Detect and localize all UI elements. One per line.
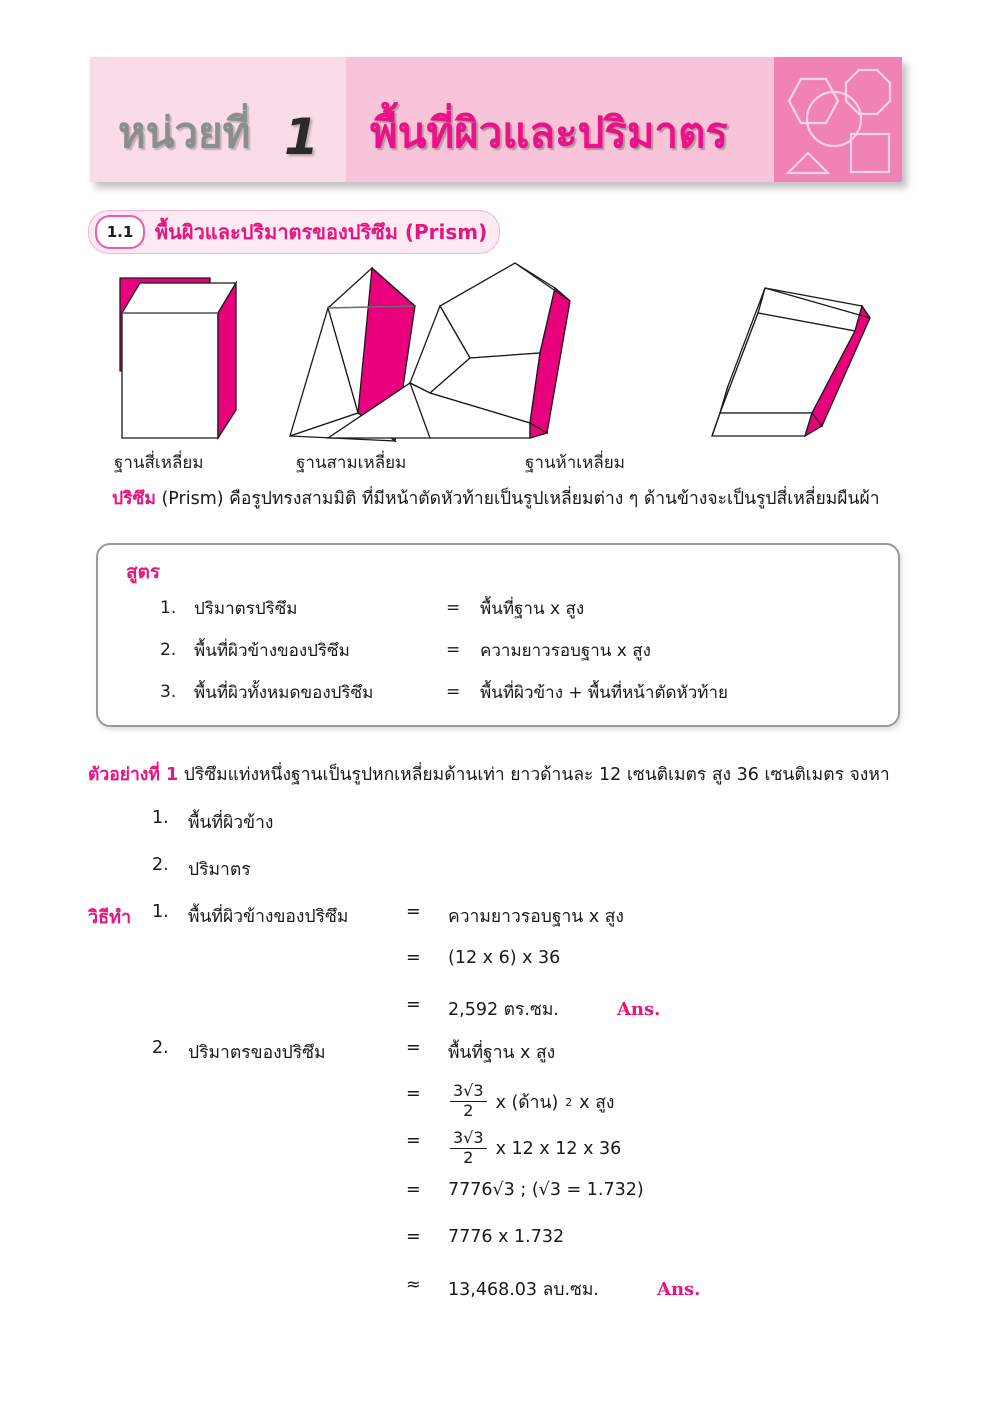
formula-number: 3.	[160, 682, 177, 702]
formula-tail-a: x (ด้าน)	[495, 1093, 559, 1114]
solution-label: วิธีทำ	[88, 907, 132, 928]
formula-equals: =	[446, 598, 461, 618]
prism-figures-svg	[100, 258, 900, 448]
solution-equals: =	[406, 1038, 421, 1058]
banner-mid-block	[346, 57, 774, 182]
example-item-text: พื้นที่ผิวข้าง	[188, 813, 274, 833]
prism-figures-group	[100, 258, 900, 448]
formula-lhs: พื้นที่ผิวข้างของปริซึม	[194, 640, 350, 661]
formula-number: 1.	[160, 598, 177, 618]
solution-step-row	[152, 902, 852, 930]
banner-decor-block	[774, 57, 902, 182]
solution-step-row	[152, 995, 852, 1023]
answer-marker: Ans.	[657, 1278, 701, 1300]
solution-result-value: 2,592 ตร.ซม.	[448, 1000, 559, 1020]
triangle-outline	[788, 153, 828, 173]
example-item-number: 1.	[152, 808, 169, 828]
page-title: พื้นที่ผิวและปริมาตร	[370, 108, 728, 157]
formula-equals: =	[446, 682, 461, 702]
square-outline	[851, 134, 889, 172]
example-item-number: 2.	[152, 855, 169, 875]
formula-equals: =	[446, 640, 461, 660]
solution-lhs: ปริมาตรของปริซึม	[188, 1043, 326, 1063]
formula-row	[160, 595, 890, 621]
formula-box-title: สูตร	[126, 561, 161, 583]
figure-label-1: ฐานสามเหลี่ยม	[296, 453, 407, 473]
answer-marker: Ans.	[616, 998, 661, 1020]
example-label: ตัวอย่างที่ 1	[88, 765, 179, 785]
formula-number: 2.	[160, 640, 177, 660]
section-header-1-1[interactable]	[88, 210, 500, 254]
solution-step-row	[152, 1081, 852, 1121]
formula-lhs: พื้นที่ผิวทั้งหมดของปริซึม	[194, 682, 374, 703]
solution-equals: ≈	[406, 1275, 421, 1295]
example-heading	[88, 760, 890, 788]
solution-rhs	[448, 1081, 852, 1121]
solution-rhs	[448, 1275, 852, 1303]
formula-rhs: พื้นที่ผิวข้าง + พื้นที่หน้าตัดหัวท้าย	[480, 682, 729, 703]
formula-lhs: ปริมาตรปริซึม	[194, 598, 298, 619]
formula-tail-b: x สูง	[579, 1093, 615, 1114]
formula-tail-a: x 12 x 12 x 36	[495, 1139, 622, 1160]
prism-definition-paragraph	[112, 487, 912, 512]
formula-rhs: พื้นที่ฐาน x สูง	[480, 598, 585, 619]
figure-rectangular-prism-tilted	[712, 288, 870, 436]
unit-header-banner	[90, 57, 902, 182]
section-number-badge: 1.1	[95, 215, 145, 249]
solution-step-row	[152, 948, 852, 968]
solution-equals: =	[406, 995, 421, 1015]
section-title: พื้นผิวและปริมาตรของปริซึม (Prism)	[155, 220, 488, 244]
example-statement: ปริซึมแท่งหนึ่งฐานเป็นรูปหกเหลี่ยมด้านเท่า ยาวด้านละ 12 เซนติเมตร สูง 36 เซนติเมตร จงหา	[183, 765, 890, 785]
figure-labels-row	[100, 449, 900, 475]
unit-label: หน่วยที่	[118, 108, 251, 157]
solution-step-row	[152, 1180, 852, 1200]
solution-rhs: (12 x 6) x 36	[448, 948, 561, 968]
circle-outline	[807, 92, 861, 146]
example-question-item	[152, 855, 251, 883]
definition-body: (Prism) คือรูปทรงสามมิติ ที่มีหน้าตัดหัวท้ายเป็นรูปเหลี่ยมต่าง ๆ ด้านข้างจะเป็นรูปสี่เหลี่ยมผืนผ้า	[155, 489, 880, 509]
solution-result-value: 13,468.03 ลบ.ซม.	[448, 1280, 599, 1300]
solution-rhs: พื้นที่ฐาน x สูง	[448, 1043, 556, 1063]
solution-equals: =	[406, 1131, 421, 1151]
solution-rhs	[448, 995, 852, 1023]
solution-lhs: พื้นที่ผิวข้างของปริซึม	[188, 907, 349, 927]
solution-rhs: 7776√3 ; (√3 = 1.732)	[448, 1180, 644, 1200]
solution-part-number: 1.	[152, 902, 169, 922]
solution-step-row	[152, 1275, 852, 1303]
fraction-numerator: 3√3	[450, 1130, 487, 1149]
unit-number: 1	[284, 108, 319, 166]
solution-part-number: 2.	[152, 1038, 169, 1058]
formula-row	[160, 637, 890, 663]
solution-rhs	[448, 1128, 852, 1168]
solution-equals: =	[406, 1084, 421, 1104]
banner-left-block	[90, 57, 346, 182]
fraction-numerator: 3√3	[450, 1083, 487, 1102]
decor-shapes-group	[774, 57, 902, 182]
octagon-outline	[846, 70, 890, 114]
formula-rhs: ความยาวรอบฐาน x สูง	[480, 640, 651, 661]
solution-equals: =	[406, 1227, 421, 1247]
exponent: 2	[565, 1095, 573, 1109]
figure-label-0: ฐานสี่เหลี่ยม	[114, 453, 204, 473]
solution-equals: =	[406, 902, 421, 922]
solution-equals: =	[406, 1180, 421, 1200]
fraction-3root3-over-2	[450, 1130, 487, 1167]
formula-box	[96, 543, 900, 727]
solution-rhs: ความยาวรอบฐาน x สูง	[448, 907, 624, 927]
solution-equals: =	[406, 948, 421, 968]
solution-rhs: 7776 x 1.732	[448, 1227, 565, 1247]
figure-label-2: ฐานห้าเหลี่ยม	[525, 453, 625, 473]
fraction-denominator: 2	[463, 1100, 474, 1120]
solution-step-row	[152, 1128, 852, 1168]
solution-step-row	[152, 1038, 852, 1066]
solution-step-row	[152, 1227, 852, 1247]
formula-row	[160, 679, 890, 705]
fraction-3root3-over-2	[450, 1083, 487, 1120]
definition-keyword: ปริซึม	[112, 489, 156, 509]
example-question-item	[152, 808, 273, 836]
fraction-denominator: 2	[463, 1147, 474, 1167]
example-item-text: ปริมาตร	[188, 860, 251, 880]
figure-rectangular-prism-vertical	[120, 278, 236, 438]
